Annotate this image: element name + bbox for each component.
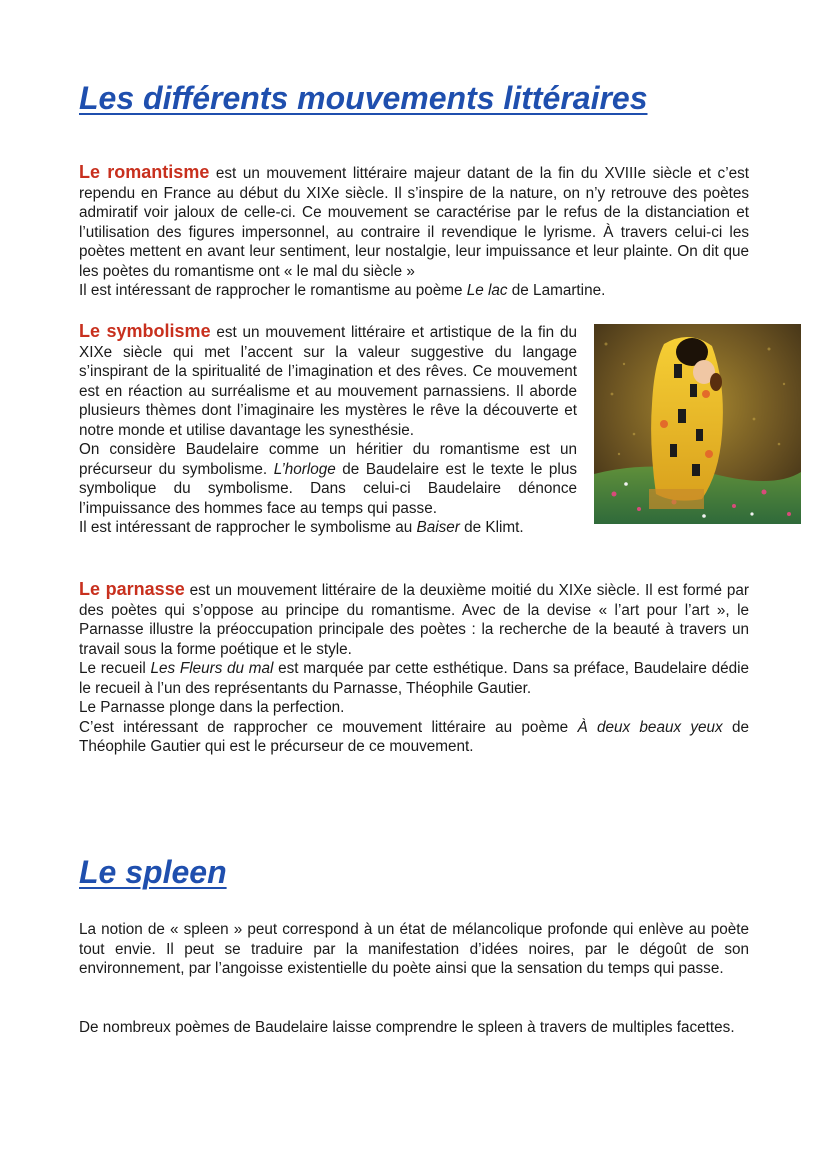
romantisme-conclusion-b: de Lamartine. [507,282,606,299]
parnasse-text: est un mouvement littéraire de la deuxième moitié du XIXe siècle. Il est formé par des poètes qui s’oppose au principe du romantisme. Avec de la devise « l’art pour l’art », le Parnasse illustre la préoccupation principale des poètes : la recherche de la beauté à travers un travail sous la forme poétique et le style. [79,582,749,658]
paragraph-spleen-definition: La notion de « spleen » peut correspond à un état de mélancolique profonde qui enlève au poète tout envie. Il peut se traduire par la manifestation d’idées noires, par le dégoût de son environnement, par l’angoisse existentielle du poète ainsi que la sensation du temps qui passe. [79,921,749,977]
page-title: Les différents mouvements littéraires [79,80,648,116]
paragraph-parnasse [79,580,749,757]
parnasse-conclusion-b: de Théophile Gautier qui est le précurseur de ce mouvement. [79,718,750,755]
symbolisme-conclusion-a: Il est intéressant de rapprocher le symbolisme au [79,519,417,536]
symbolisme-artwork-title: Baiser [416,519,460,536]
romantisme-conclusion [79,281,749,301]
section-title-spleen: Le spleen [79,854,227,890]
parnasse-recueil-a: Le recueil [79,660,151,677]
klimt-kiss-painting [594,324,801,524]
symbolisme-heritage [79,440,577,518]
parnasse-poem-title: À deux beaux yeux [577,718,723,736]
romantisme-poem-title: Le lac [466,282,508,299]
symbolisme-conclusion [79,518,577,538]
parnasse-conclusion [79,718,749,757]
romantisme-text: est un mouvement littéraire majeur datant de la fin du XVIIIe siècle et c’est rependu en France au début du XIXe siècle. Il s’inspire de la nature, on n’y retrouve des poètes admiratif voir jaloux de celle-ci. Ce mouvement se caractérise par le refus de la distanciation et l’utilisation des figures impersonnel, au contraire il revendique le lyrisme. À travers celui-ci les poètes mettent en avant leur sentiment, leur nostalgie, leur impuissance et leur plainte. On dit que les poètes du romantisme ont « le mal du siècle » [79,165,750,280]
paragraph-spleen-baudelaire: De nombreux poèmes de Baudelaire laisse comprendre le spleen à travers de multiples facettes. [79,1019,735,1036]
parnasse-conclusion-a: C’est intéressant de rapprocher ce mouvement littéraire au poème [79,718,578,736]
parnasse-recueil-b: est marquée par cette esthétique. Dans sa préface, Baudelaire dédie le recueil à l’un des représentants du Parnasse, Théophile Gautier. [79,660,750,697]
lead-symbolisme: Le symbolisme [79,321,211,341]
parnasse-perfection: Le Parnasse plonge dans la perfection. [79,699,345,716]
paragraph-romantisme [79,163,749,301]
symbolisme-conclusion-b: de Klimt. [459,519,524,536]
symbolisme-poem-title: L’horloge [273,460,336,478]
symbolisme-heritage-b: de Baudelaire est le texte le plus symbolique du symbolisme. Dans celui-ci Baudelaire dénonce l’impuissance des hommes face au temps qui passe. [79,460,577,517]
romantisme-conclusion-a: Il est intéressant de rapprocher le romantisme au poème [79,282,467,299]
symbolisme-text: est un mouvement littéraire et artistique de la fin du XIXe siècle qui met l’accent sur la valeur suggestive du langage s’inspirant de la spiritualité de l’imagination et des rêves. Ce mouvement est en réaction au surréalisme et au mouvement parnassiens. Il aborde plusieurs thèmes dont l’imaginaire les mystères le rêve la découverte et notre monde et utilise davantage les synesthésie. [79,324,577,439]
paragraph-symbolisme [79,322,577,538]
painting-image [594,324,801,524]
lead-romantisme: Le romantisme [79,162,210,182]
parnasse-book-title: Les Fleurs du mal [150,660,274,677]
symbolisme-heritage-a: On considère Baudelaire comme un héritier du romantisme est un précurseur du symbolisme. [79,441,577,478]
parnasse-recueil [79,659,749,698]
lead-parnasse: Le parnasse [79,579,185,599]
